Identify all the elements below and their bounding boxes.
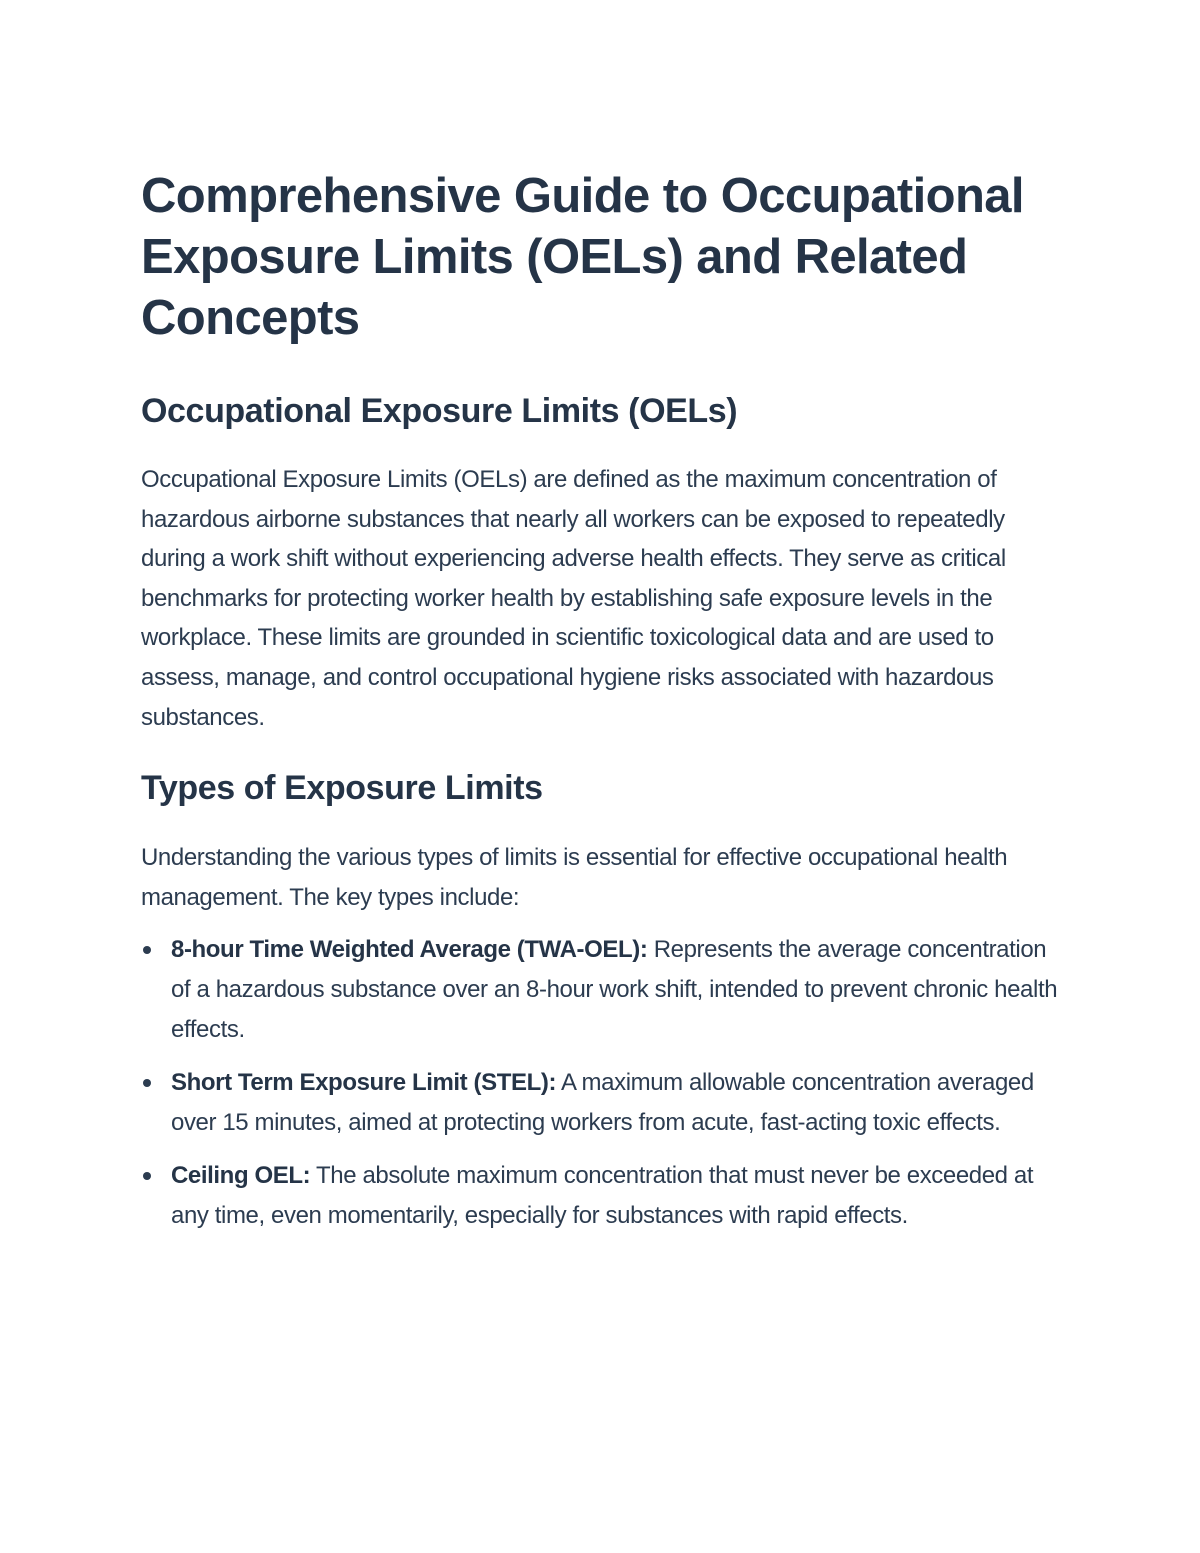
section-paragraph-types: Understanding the various types of limits is essential for effective occupational health management. The key types include: bbox=[141, 844, 1008, 911]
section-heading-types: Types of Exposure Limits bbox=[141, 769, 543, 808]
list-item bbox=[141, 1063, 1071, 1143]
document-page bbox=[141, 166, 1071, 1249]
bullet-icon bbox=[143, 1172, 151, 1180]
bullet-icon bbox=[143, 946, 151, 954]
document-title: Comprehensive Guide to Occupational Exposure Limits (OELs) and Related Concepts bbox=[141, 169, 1024, 345]
list-item bbox=[141, 1156, 1071, 1236]
section-paragraph-oels: Occupational Exposure Limits (OELs) are defined as the maximum concentration of hazardous airborne substances that nearly all workers can be exposed to repeatedly during a work shift without experiencing adverse health effects. They serve as critical benchmarks for protecting worker health by establishing safe exposure levels in the workplace. These limits are grounded in scientific toxicological data and are used to assess, manage, and control occupational hygiene risks associated with hazardous substances. bbox=[141, 466, 1006, 731]
list-item-text: The absolute maximum concentration that must never be exceeded at any time, even momentarily, especially for substances with rapid effects. bbox=[171, 1162, 1034, 1230]
list-item bbox=[141, 930, 1071, 1050]
limit-types-list bbox=[141, 930, 1071, 1236]
list-item-text: A maximum allowable concentration averaged over 15 minutes, aimed at protecting workers from acute, fast-acting toxic effects. bbox=[171, 1069, 1034, 1137]
bullet-icon bbox=[143, 1079, 151, 1087]
list-item-term: Ceiling OEL: bbox=[171, 1162, 311, 1190]
section-heading-oels: Occupational Exposure Limits (OELs) bbox=[141, 392, 738, 430]
list-item-term: Short Term Exposure Limit (STEL): bbox=[171, 1069, 557, 1097]
list-item-text: Represents the average concentration of a hazardous substance over an 8-hour work shift, intended to prevent chronic health effects. bbox=[171, 936, 1058, 1044]
list-item-term: 8-hour Time Weighted Average (TWA-OEL): bbox=[171, 936, 648, 964]
